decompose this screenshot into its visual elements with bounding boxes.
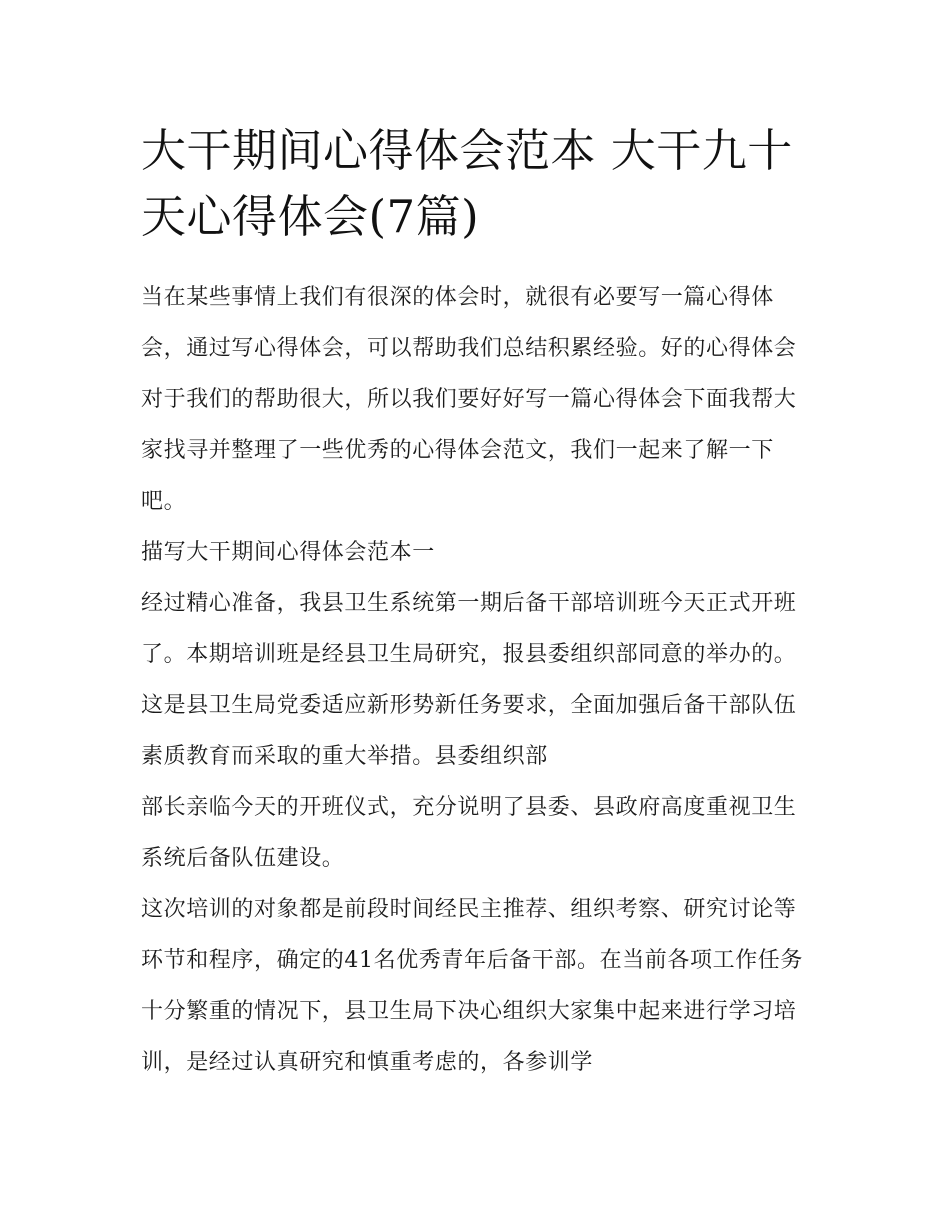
document-body — [141, 118, 813, 1088]
body-paragraph: 经过精心准备，我县卫生系统第一期后备干部培训班今天正式开班了。本期培训班是经县卫生局研究，报县委组织部同意的举办的。这是县卫生局党委适应新形势新任务要求，全面加强后备干部队伍素质教育而采取的重大举措。县委组织部 — [141, 591, 797, 769]
section-heading: 描写大干期间心得体会范本一 — [141, 540, 435, 565]
intro-paragraph: 当在某些事情上我们有很深的体会时，就很有必要写一篇心得体会，通过写心得体会，可以帮助我们总结积累经验。好的心得体会对于我们的帮助很大，所以我们要好好写一篇心得体会下面我帮大家找寻并整理了一些优秀的心得体会范文，我们一起来了解一下吧。 — [141, 285, 797, 514]
body-paragraph: 这次培训的对象都是前段时间经民主推荐、组织考察、研究讨论等环节和程序，确定的41名优秀青年后备干部。在当前各项工作任务十分繁重的情况下，县卫生局下决心组织大家集中起来进行学习培训，是经过认真研究和慎重考虑的，各参训学 — [141, 897, 803, 1075]
document-title: 大干期间心得体会范本 大干九十天心得体会(7篇) — [141, 124, 793, 243]
body-paragraph: 部长亲临今天的开班仪式，充分说明了县委、县政府高度重视卫生系统后备队伍建设。 — [141, 795, 797, 871]
